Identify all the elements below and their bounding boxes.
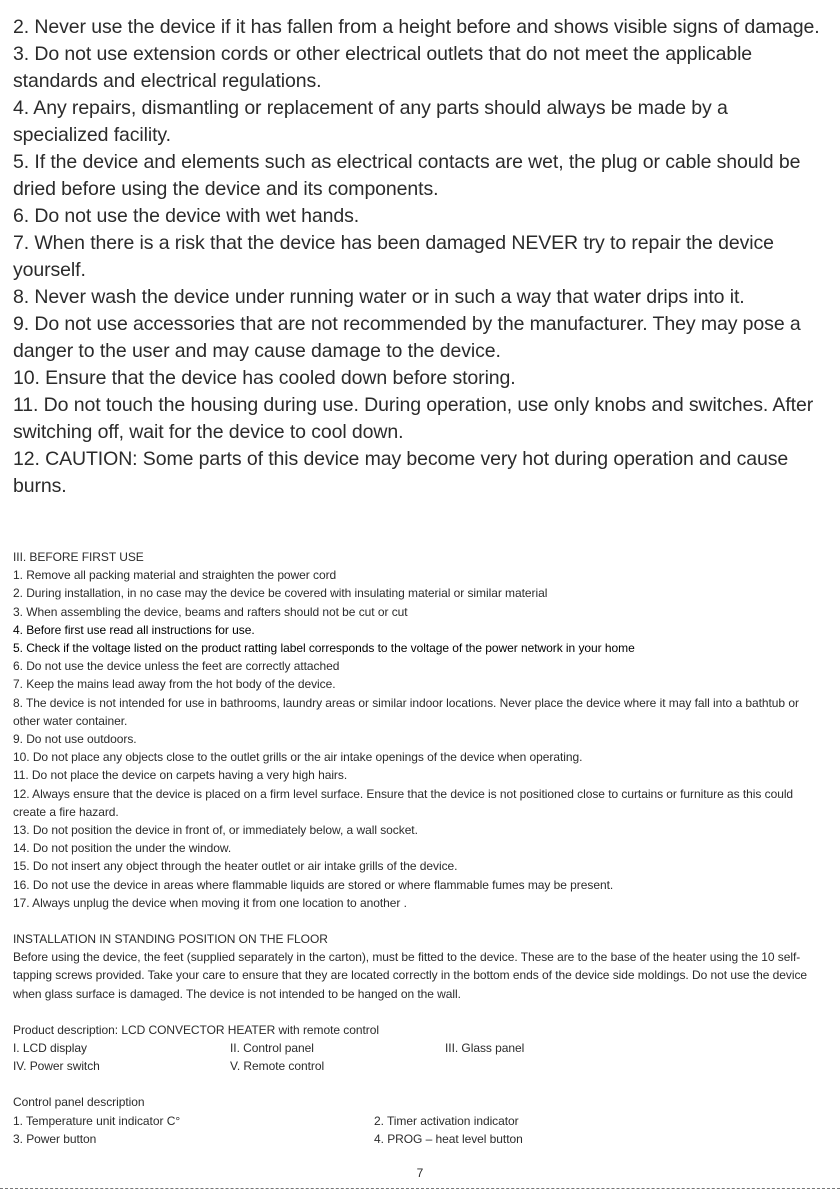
list-item: 13. Do not position the device in front of, or immediately below, a wall socket. (13, 823, 418, 838)
control-panel-row (13, 1112, 828, 1130)
list-item: 8. The device is not intended for use in bathrooms, laundry areas or similar indoor locations. Never place the device where it may fall into a bathtub or other water container. (13, 695, 799, 728)
control-panel-row (13, 1130, 828, 1148)
safety-item: 9. Do not use accessories that are not recommended by the manufacturer. They may pose a danger to the user and may cause damage to the device. (13, 313, 801, 362)
control-label: 3. Power button (13, 1131, 97, 1146)
list-item: 11. Do not place the device on carpets having a very high hairs. (13, 768, 348, 783)
part-label: II. Control panel (230, 1041, 314, 1056)
safety-item: 4. Any repairs, dismantling or replacement of any parts should always be made by a specialized facility. (13, 97, 728, 146)
safety-item: 7. When there is a risk that the device has been damaged NEVER try to repair the device yourself. (13, 232, 774, 281)
list-item: 16. Do not use the device in areas where flammable liquids are stored or where flammable fumes may be present. (13, 877, 614, 892)
safety-item: 6. Do not use the device with wet hands. (13, 205, 360, 227)
list-item: 12. Always ensure that the device is placed on a firm level surface. Ensure that the device is not positioned close to curtains or furniture as this could create a fire hazard. (13, 786, 794, 819)
list-item: 5. Check if the voltage listed on the product ratting label corresponds to the voltage of the power network in your home (13, 641, 635, 656)
control-label: 1. Temperature unit indicator C° (13, 1113, 181, 1128)
safety-item: 11. Do not touch the housing during use. During operation, use only knobs and switches. After switching off, wait for the device to cool down. (13, 394, 814, 443)
safety-list (13, 14, 828, 500)
section-heading-installation: INSTALLATION IN STANDING POSITION ON THE FLOOR (13, 932, 328, 947)
part-label: V. Remote control (230, 1059, 325, 1074)
list-item: 7. Keep the mains lead away from the hot body of the device. (13, 677, 336, 692)
section-heading-before-first-use: III. BEFORE FIRST USE (13, 550, 144, 564)
safety-item: 12. CAUTION: Some parts of this device may become very hot during operation and cause burns. (13, 448, 789, 497)
part-label: IV. Power switch (13, 1059, 100, 1074)
list-item: 9. Do not use outdoors. (13, 732, 137, 747)
part-label: I. LCD display (13, 1041, 87, 1056)
list-item: 10. Do not place any objects close to the outlet grills or the air intake openings of the device when operating. (13, 750, 583, 765)
list-item: 14. Do not position the under the window. (13, 841, 232, 856)
small-text-section (13, 548, 828, 1148)
list-item: 4. Before first use read all instructions for use. (13, 622, 255, 637)
bottom-divider (0, 1188, 840, 1189)
spacer (13, 912, 828, 930)
list-item: 3. When assembling the device, beams and rafters should not be cut or cut (13, 604, 408, 619)
list-item: 15. Do not insert any object through the heater outlet or air intake grills of the device. (13, 859, 458, 874)
installation-text: Before using the device, the feet (supplied separately in the carton), must be fitted to the device. These are to the base of the heater using the 10 self-tapping screws provided. Take your care to ensure that they are located correctly in the bottom ends of the device side moldings. Do not use the device when glass surface is damaged. The device is not intended to be hanged on the wall. (13, 950, 808, 1001)
safety-item: 10. Ensure that the device has cooled down before storing. (13, 367, 516, 389)
section-heading-product-description: Product description: LCD CONVECTOR HEATER with remote control (13, 1022, 379, 1037)
list-item: 1. Remove all packing material and straighten the power cord (13, 568, 337, 583)
safety-item: 2. Never use the device if it has fallen from a height before and shows visible signs of damage. (13, 16, 820, 38)
page-number: 7 (416, 1166, 424, 1180)
list-item: 6. Do not use the device unless the feet are correctly attached (13, 659, 340, 674)
product-parts-row (13, 1039, 828, 1057)
list-item: 17. Always unplug the device when moving it from one location to another . (13, 895, 407, 910)
product-parts-row (13, 1057, 828, 1075)
control-label: 2. Timer activation indicator (374, 1113, 519, 1128)
list-item: 2. During installation, in no case may the device be covered with insulating material or similar material (13, 586, 548, 601)
safety-item: 5. If the device and elements such as electrical contacts are wet, the plug or cable should be dried before using the device and its components. (13, 151, 801, 200)
section-heading-control-panel: Control panel description (13, 1095, 145, 1110)
spacer (13, 1075, 828, 1093)
safety-item: 8. Never wash the device under running water or in such a way that water drips into it. (13, 286, 745, 308)
control-label: 4. PROG – heat level button (374, 1131, 523, 1146)
safety-item: 3. Do not use extension cords or other electrical outlets that do not meet the applicable standards and electrical regulations. (13, 43, 753, 92)
spacer (13, 1003, 828, 1021)
part-label: III. Glass panel (445, 1041, 525, 1056)
